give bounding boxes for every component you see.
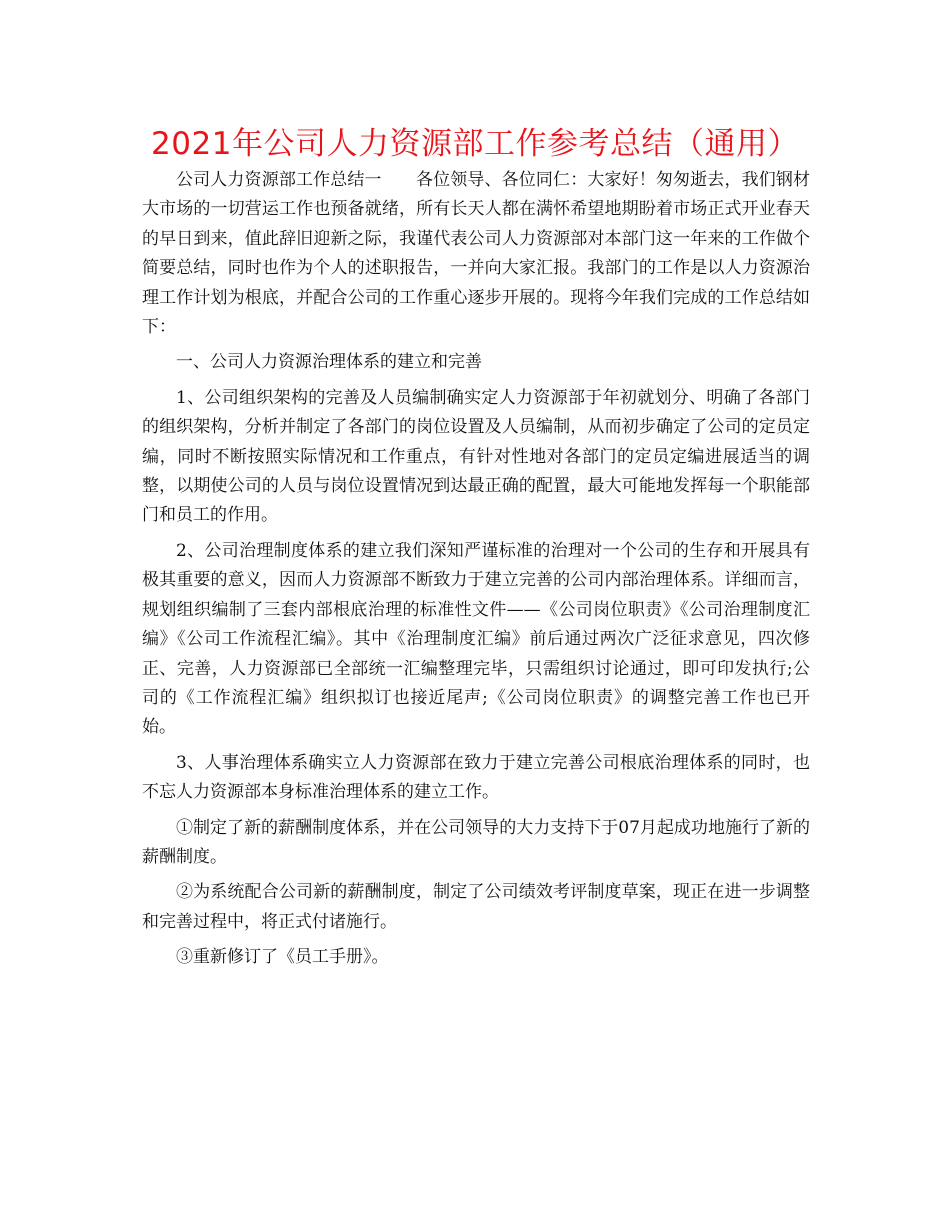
paragraph-section-heading: 一、公司人力资源治理体系的建立和完善 xyxy=(176,352,482,373)
paragraph-item-1: 1、公司组织架构的完善及人员编制确实定人力资源部于年初就划分、明确了各部门的组织架构，分析并制定了各部门的岗位设置及人员编制，从而初步确定了公司的定员定编，同时不断按照实际情况和工作重点，有针对性地对各部门的定员定编进展适当的调整，以期使公司的人员与岗位设置情况到达最正确的配置，最大可能地发挥每一个职能部门和员工的作用。 xyxy=(142,387,810,526)
paragraph-subitem-3: ③重新修订了《员工手册》。 xyxy=(176,947,389,968)
paragraph-intro: 公司人力资源部工作总结一 各位领导、各位同仁：大家好！匆匆逝去，我们钢材大市场的一切营运工作也预备就绪，所有长天人都在满怀希望地期盼着市场正式开业春天的早日到来，值此辞旧迎新之际，我谨代表公司人力资源部对本部门这一年来的工作做个简要总结，同时也作为个人的述职报告，一并向大家汇报。我部门的工作是以人力资源治理工作计划为根底，并配合公司的工作重心逐步开展的。现将今年我们完成的工作总结如下： xyxy=(142,170,810,338)
paragraph-item-2: 2、公司治理制度体系的建立我们深知严谨标准的治理对一个公司的生存和开展具有极其重要的意义，因而人力资源部不断致力于建立完善的公司内部治理体系。详细而言，规划组织编制了三套内部根底治理的标准性文件——《公司岗位职责》《公司治理制度汇编》《公司工作流程汇编》。其中《治理制度汇编》前后通过两次广泛征求意见，四次修正、完善，人力资源部已全部统一汇编整理完毕，只需组织讨论通过，即可印发执行;公司的《工作流程汇编》组织拟订也接近尾声;《公司岗位职责》的调整完善工作也已开始。 xyxy=(142,540,810,738)
paragraph-subitem-2: ②为系统配合公司新的薪酬制度，制定了公司绩效考评制度草案，现正在进一步调整和完善过程中，将正式付诸施行。 xyxy=(142,882,810,932)
paragraph-item-3: 3、人事治理体系确实立人力资源部在致力于建立完善公司根底治理体系的同时，也不忘人力资源部本身标准治理体系的建立工作。 xyxy=(142,752,810,803)
document-body xyxy=(142,166,810,979)
document-title: 2021年公司人力资源部工作参考总结（通用） xyxy=(151,126,799,162)
paragraph-subitem-1: ①制定了新的薪酬制度体系，并在公司领导的大力支持下于07月起成功地施行了新的薪酬制度。 xyxy=(142,817,810,867)
